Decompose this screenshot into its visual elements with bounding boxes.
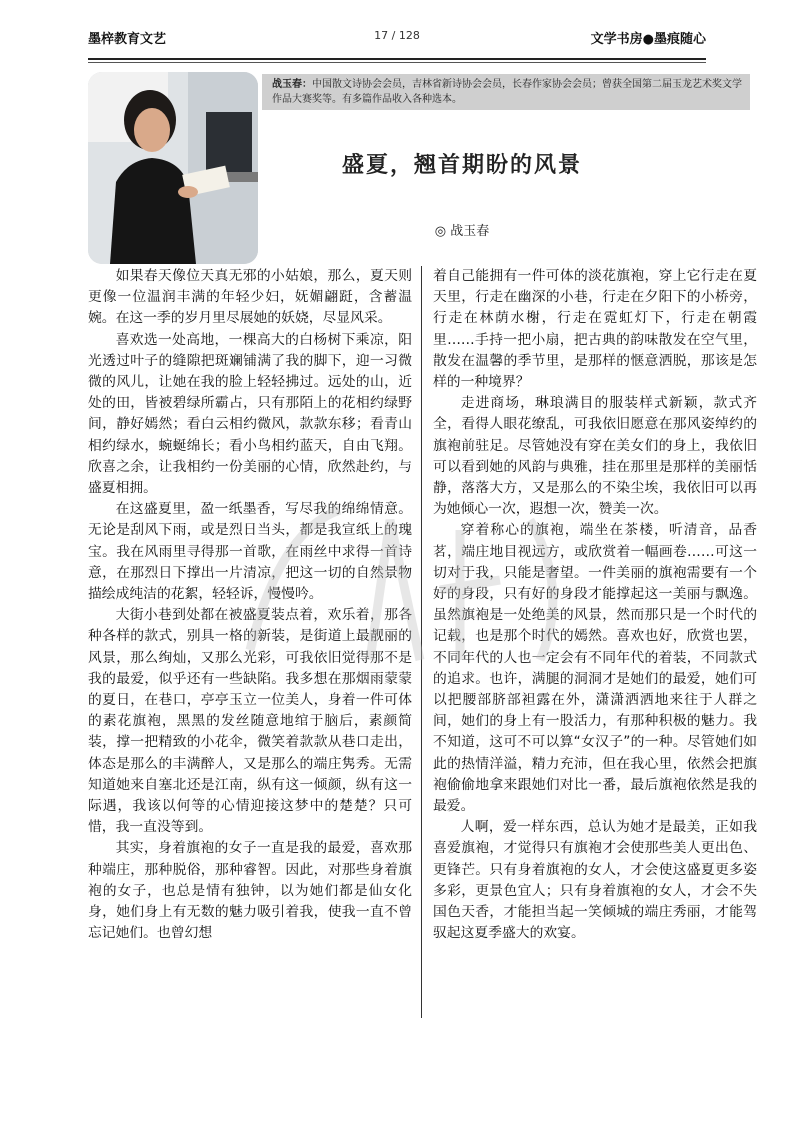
header-rule-thin [88,62,706,63]
author-photo [88,72,258,264]
header-rule-thick [88,58,706,60]
paragraph-continuation: 着自己能拥有一件可体的淡花旗袍，穿上它行走在夏天里，行走在幽深的小巷，行走在夕阳下的小桥旁，行走在林荫水榭，行走在霓虹灯下，行走在朝霞里……手持一把小扇，把古典的韵味散发在空气里，散发在温馨的季节里，是那样的惬意洒脱，那该是怎样的一种境界？ [433,268,757,391]
section-name: 文学书房●墨痕随心 [590,32,706,47]
paragraph: 喜欢选一处高地，一棵高大的白杨树下乘凉，阳光透过叶子的缝隙把斑斓铺满了我的脚下，迎一习微微的风儿，让她在我的脸上轻轻拂过。远处的山，近处的田，皆被碧绿所霸占，只有那陌上的花相约绿野间，静好嫣然；看白云相约微风，款款东移；看青山相约绿水，蜿蜒绵长；看小鸟相约蓝天，自由飞翔。欣喜之余，让我相约一份美丽的心情，欣然赴约，与盛夏相拥。 [88,331,412,497]
paragraph: 如果春天像位天真无邪的小姑娘，那么，夏天则更像一位温润丰满的年轻少妇，妩媚翩跹，含蓄温婉。在这一季的岁月里尽展她的妖娆，尽显风采。 [88,268,412,327]
page-header [88,22,706,56]
left-column [88,266,412,945]
column-divider [421,266,422,1018]
article-title: 盛夏，翘首期盼的风景 [341,152,582,178]
paragraph: 走进商场，琳琅满目的服装样式新颖，款式齐全，看得人眼花缭乱，可我依旧愿意在那风姿绰约的旗袍前驻足。尽管她没有穿在美女们的身上，我依旧可以看到她的风韵与典雅，挂在那里是那样的美丽恬静，落落大方，又是那么的不染尘埃，我依旧可以再为她倾心一次，遐想一次，赞美一次。 [433,395,757,518]
right-column [433,266,757,945]
paragraph: 在这盛夏里，盈一纸墨香，写尽我的绵绵情意。无论是刮风下雨，或是烈日当头，都是我宣纸上的瑰宝。我在风雨里寻得那一首歌，在雨丝中求得一首诗意，在那烈日下撑出一片清凉，把这一切的自然景物描绘成纯洁的花絮，轻轻诉，慢慢吟。 [88,501,412,603]
article-byline: ◎ 战玉春 [434,224,490,239]
author-bio-text: 中国散文诗协会会员，吉林省新诗协会会员，长春作家协会会员；曾获全国第二届玉龙艺术奖文学作品大赛奖等。有多篇作品收入各种选本。 [272,79,742,105]
author-bio-name: 战玉春： [272,79,312,90]
paragraph: 大街小巷到处都在被盛夏装点着，欢乐着，那各种各样的款式，别具一格的新装，是街道上最靓丽的风景，那么绚灿，又那么光彩，可我依旧觉得那不是我的最爱，似乎还有一些缺陷。我多想在那烟雨蒙蒙的夏日，在巷口，亭亭玉立一位美人，身着一件可体的素花旗袍，黑黑的发丝随意地绾于脑后，素颜简装，撑一把精致的小花伞，微笑着款款从巷口走出，体态是那么的丰满醉人，又是那么的端庄隽秀。无需知道她来自塞北还是江南，纵有这一倾颜，纵有这一际遇，我该以何等的心情迎接这梦中的楚楚？只可惜，我一直没等到。 [88,607,412,836]
paragraph: 穿着称心的旗袍，端坐在茶楼，听清音，品香茗，端庄地目视远方，或欣赏着一幅画卷……可这一切对于我，只能是奢望。一件美丽的旗袍需要有一个好的身段，只有好的身段才能撑起这一美丽与飘逸。虽然旗袍是一处绝美的风景，然而那只是一个时代的记载，也是那个时代的嫣然。喜欢也好，欣赏也罢，不同年代的人也一定会有不同年代的着装，不同款式的追求。也许，满腿的洞洞才是她们的最爱，她们可以把腰部脐部袒露在外，潇潇洒洒地来往于人群之间，她们的身上有一股活力，有那种积极的魅力。我不知道，这可不可以算“女汉子”的一种。尽管她们如此的热情洋溢，精力充沛，但在我心里，依然会把旗袍偷偷地拿来跟她们对比一番，最后旗袍依然是我的最爱。 [433,522,757,815]
paragraph: 人啊，爱一样东西，总认为她才是最美，正如我喜爱旗袍，才觉得只有旗袍才会使那些美人更出色、更锋芒。只有身着旗袍的女人，才会使这盛夏更多姿多彩，更景色宜人；只有身着旗袍的女人，才会不失国色天香，才能担当起一笑倾城的端庄秀丽，才能驾驭起这夏季盛大的欢宴。 [433,819,757,942]
author-bio [262,74,750,110]
page-number: 17 / 128 [374,29,420,42]
publication-name: 墨梓教育文艺 [88,32,167,47]
paragraph: 其实，身着旗袍的女子一直是我的最爱，喜欢那种端庄，那种脱俗，那种睿智。因此，对那些身着旗袍的女子，也总是情有独钟，以为她们都是仙女化身，她们身上有无数的魅力吸引着我，使我一直不曾忘记她们。也曾幻想 [88,840,412,942]
